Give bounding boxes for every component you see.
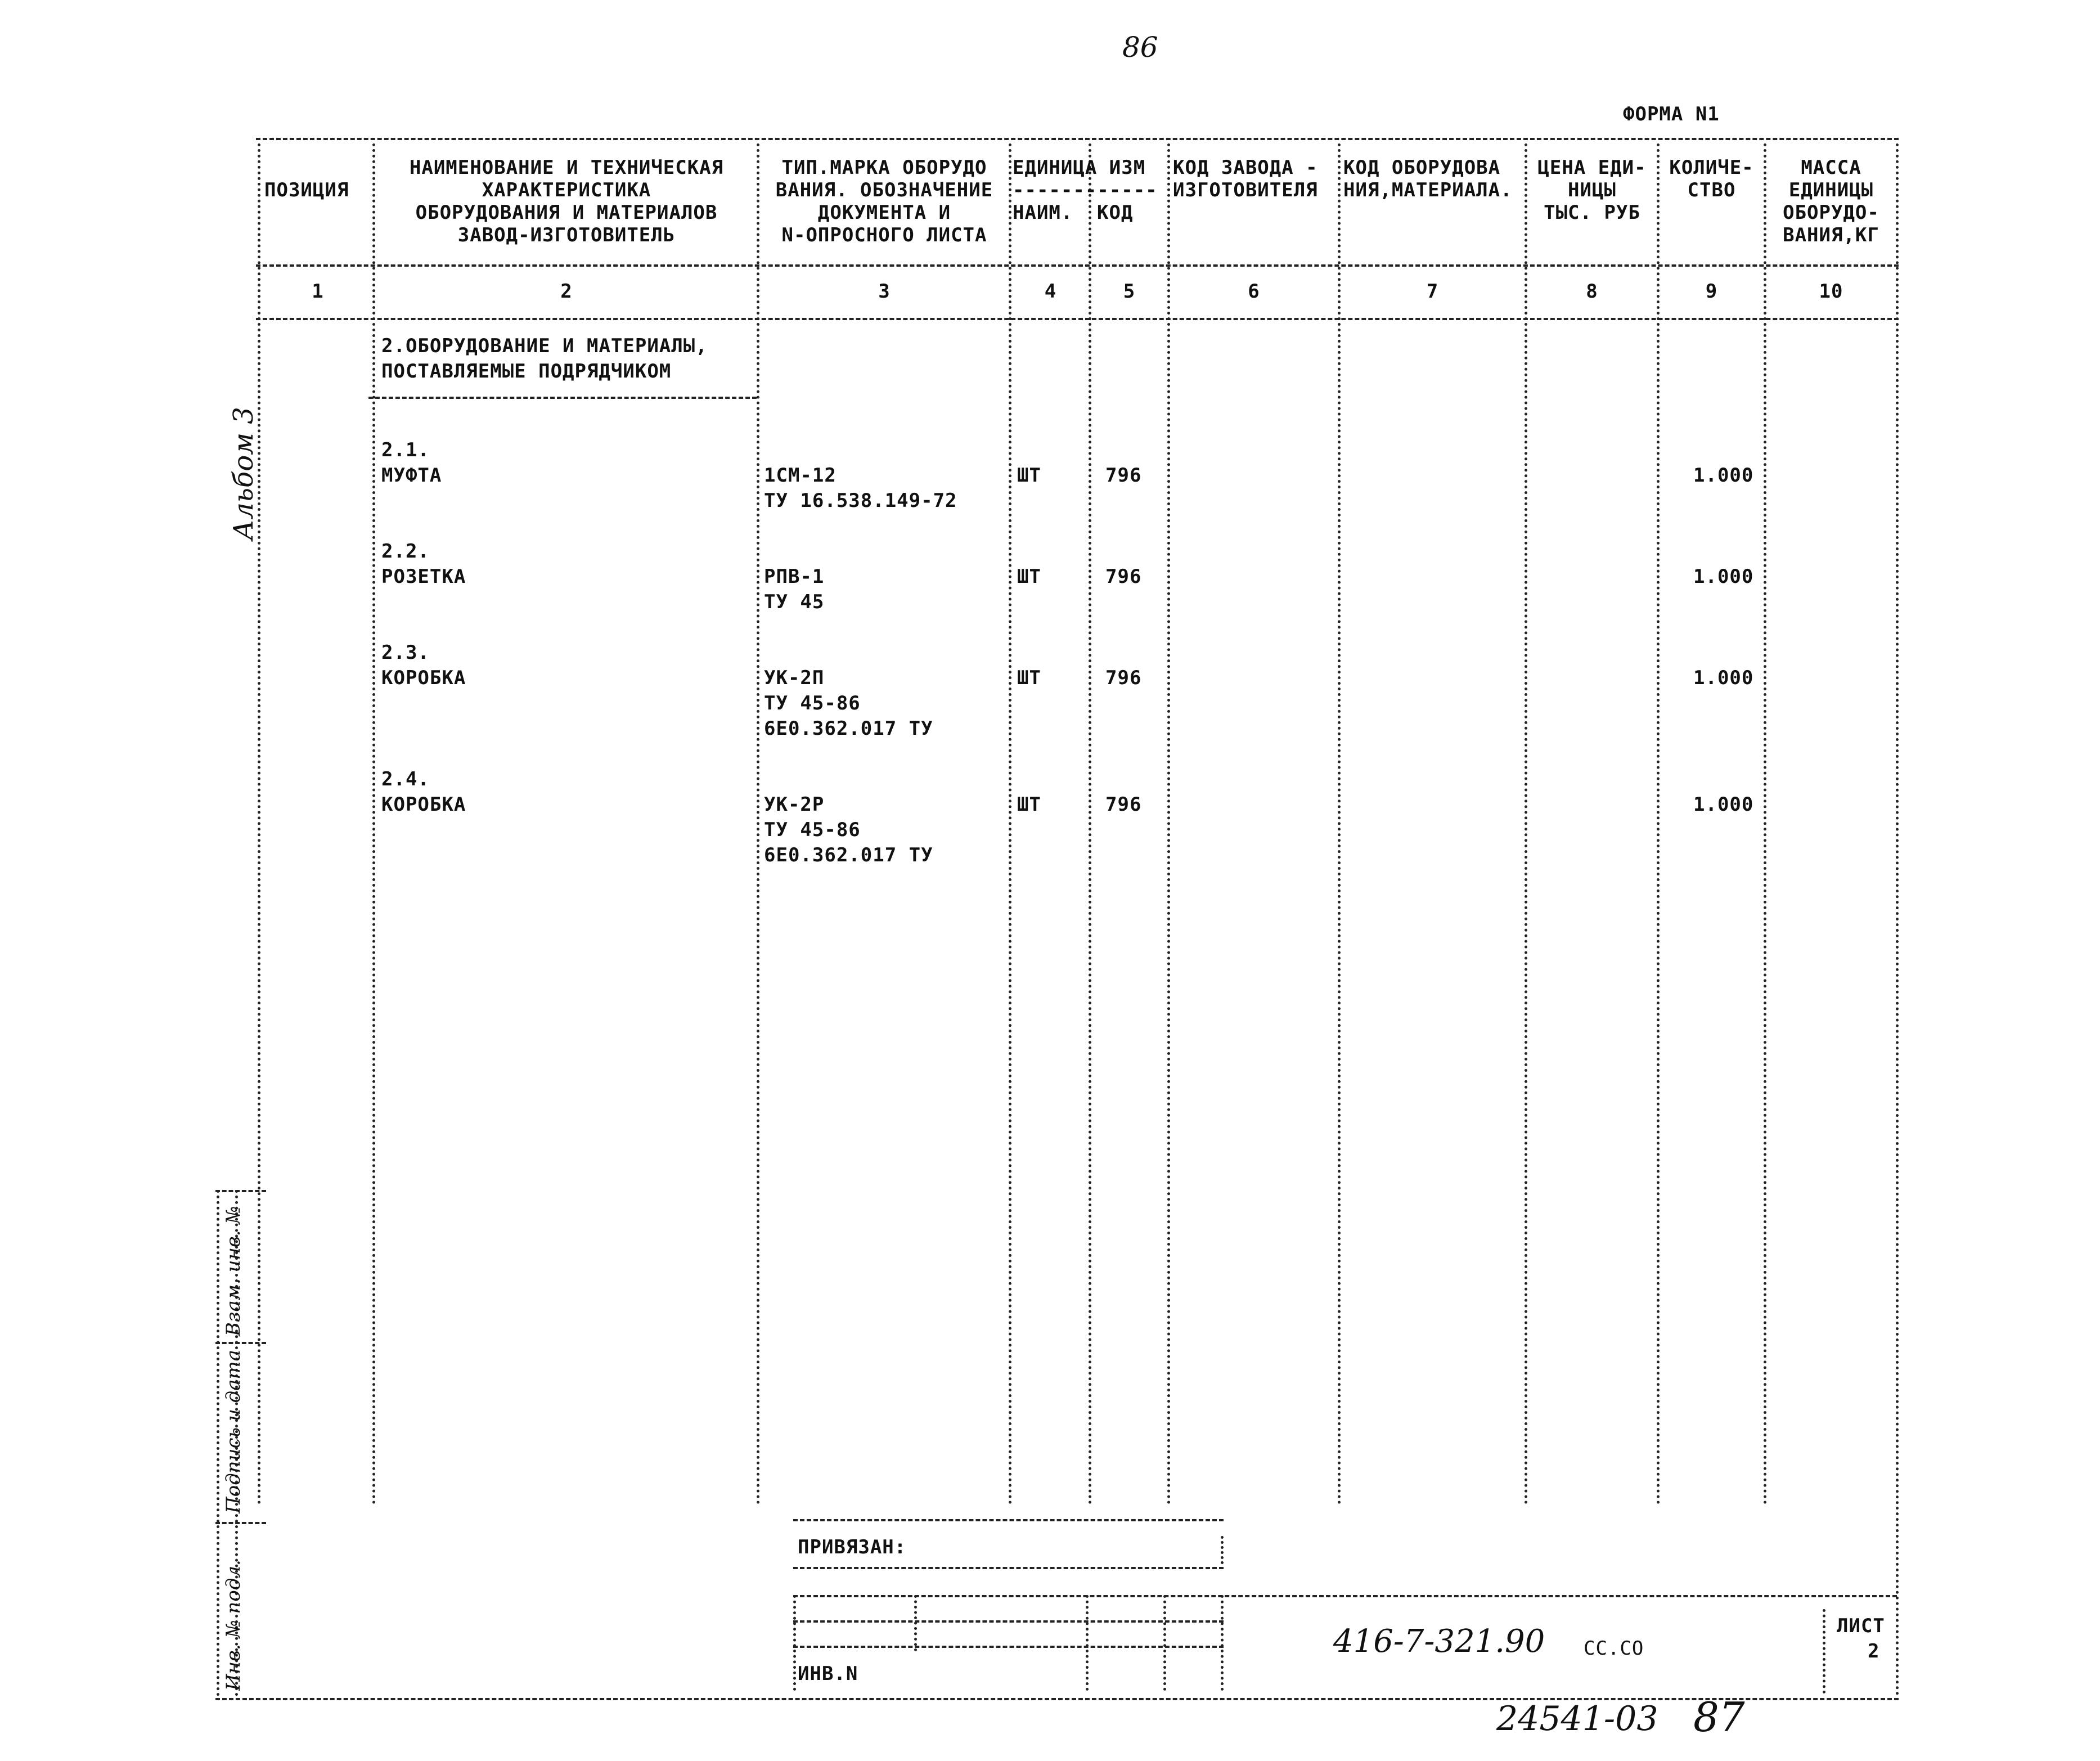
header-col2-line1: НАИМЕНОВАНИЕ И ТЕХНИЧЕСКАЯ <box>409 156 724 179</box>
header-col10-line3: ОБОРУДО- <box>1783 201 1879 224</box>
item-code: 796 <box>1105 793 1142 816</box>
item-type-line1: УК-2Р <box>764 793 825 816</box>
header-col4-line1: ЕДИНИЦА ИЗМ <box>1013 156 1146 179</box>
col-sep-9 <box>1764 143 1766 1505</box>
stamp-rule-2 <box>793 1567 1224 1569</box>
stamp-inv: ИНВ.N <box>798 1663 858 1685</box>
header-col3-line3: ДОКУМЕНТА И <box>817 201 951 224</box>
item-code: 796 <box>1105 464 1142 487</box>
stamp-rule-3 <box>793 1595 1897 1597</box>
stamp-rule-1 <box>793 1519 1224 1521</box>
rule-header-bottom <box>256 264 1899 267</box>
item-position: 2.2. <box>381 540 430 563</box>
item-type-line1: УК-2П <box>764 667 825 689</box>
col-number-10: 10 <box>1819 280 1843 303</box>
stamp-sep-g <box>1823 1609 1825 1693</box>
item-code: 796 <box>1105 667 1142 689</box>
stamp-sep-a <box>1221 1536 1224 1564</box>
item-position: 2.3. <box>381 641 430 664</box>
col-number-3: 3 <box>878 280 891 303</box>
header-col1-line2: ПОЗИЦИЯ <box>264 179 349 201</box>
col-number-1: 1 <box>312 280 324 303</box>
album-label: Альбом 3 <box>228 407 259 540</box>
rule-colnum-bottom <box>256 318 1899 320</box>
stamp-rule-5 <box>793 1646 1224 1648</box>
col-number-5: 5 <box>1123 280 1136 303</box>
rule-top <box>256 138 1899 140</box>
header-col8-line3: ТЫС. РУБ <box>1544 201 1640 224</box>
col-number-8: 8 <box>1586 280 1598 303</box>
header-col9-line2: СТВО <box>1687 179 1736 201</box>
header-col10-line1: МАССА <box>1801 156 1861 179</box>
col-sep-0 <box>258 143 260 1505</box>
header-col7-line1: КОД ОБОРУДОВА <box>1343 156 1501 179</box>
item-code: 796 <box>1105 565 1142 588</box>
doc-code: 416-7-321.90 <box>1333 1623 1545 1660</box>
header-col2-line3: ОБОРУДОВАНИЯ И МАТЕРИАЛОВ <box>415 201 718 224</box>
margin-vsep-1 <box>217 1190 219 1696</box>
header-col3-line1: ТИП.МАРКА ОБОРУДО <box>781 156 987 179</box>
item-unit: ШТ <box>1017 793 1041 816</box>
doc-suffix: СС.СО <box>1584 1637 1644 1660</box>
item-type-line3: 6Е0.362.017 ТУ <box>764 844 933 866</box>
item-qty: 1.000 <box>1693 667 1754 689</box>
item-position: 2.4. <box>381 768 430 790</box>
item-type-line1: РПВ-1 <box>764 565 825 588</box>
bottom-number-2: 87 <box>1693 1693 1745 1741</box>
header-col3-line4: N-ОПРОСНОГО ЛИСТА <box>781 224 987 246</box>
col-sep-8 <box>1657 143 1660 1505</box>
bottom-number: 24541-03 <box>1496 1699 1658 1738</box>
col-sep-1 <box>372 143 375 1505</box>
stamp-sep-d <box>1086 1595 1089 1691</box>
item-name: КОРОБКА <box>381 793 466 816</box>
col-sep-7 <box>1525 143 1527 1505</box>
item-name: РОЗЕТКА <box>381 565 466 588</box>
stamp-sep-e <box>1163 1595 1166 1691</box>
col-sep-4 <box>1089 143 1091 1505</box>
item-unit: ШТ <box>1017 667 1041 689</box>
header-col6-line2: ИЗГОТОВИТЕЛЯ <box>1173 179 1318 201</box>
stamp-sep-b <box>793 1595 796 1691</box>
margin-rule-2 <box>215 1342 266 1344</box>
margin-podpis-label: Подпись и дата <box>222 1350 245 1513</box>
header-col2-line4: ЗАВОД-ИЗГОТОВИТЕЛЬ <box>457 224 676 246</box>
header-col4-line3: НАИМ. <box>1013 201 1073 224</box>
header-col8-line2: НИЦЫ <box>1568 179 1616 201</box>
header-col9-line1: КОЛИЧЕ- <box>1669 156 1754 179</box>
stamp-sep-c <box>914 1595 917 1651</box>
item-unit: ШТ <box>1017 565 1041 588</box>
col-number-7: 7 <box>1426 280 1439 303</box>
col-sep-6 <box>1338 143 1341 1505</box>
header-col6-line1: КОД ЗАВОДА - <box>1173 156 1318 179</box>
header-col4-line2: ------------ <box>1013 179 1158 201</box>
item-type-line2: ТУ 45-86 <box>764 692 861 715</box>
item-type-line1: 1СМ-12 <box>764 464 837 487</box>
item-qty: 1.000 <box>1693 565 1754 588</box>
margin-rule-1 <box>215 1190 266 1192</box>
col-number-2: 2 <box>560 280 573 303</box>
margin-rule-3 <box>215 1522 266 1524</box>
item-type-line3: 6Е0.362.017 ТУ <box>764 717 933 740</box>
header-col7-line2: НИЯ,МАТЕРИАЛА. <box>1343 179 1513 201</box>
margin-vzam-label: Взам. инв. № <box>222 1206 245 1336</box>
stamp-privyazan: ПРИВЯЗАН: <box>798 1536 907 1558</box>
stamp-rule-4 <box>793 1620 1224 1623</box>
item-type-line2: ТУ 45-86 <box>764 819 861 841</box>
form-label: ФОРМА N1 <box>1623 103 1720 125</box>
col-number-9: 9 <box>1705 280 1718 303</box>
page-number: 86 <box>1122 31 1158 64</box>
margin-inv-podl-label: Инв. № подл. <box>222 1560 245 1691</box>
header-col5-line3: КОД <box>1097 201 1134 224</box>
item-type-line2: ТУ 45 <box>764 591 825 613</box>
header-col8-line1: ЦЕНА ЕДИ- <box>1537 156 1647 179</box>
col-number-4: 4 <box>1044 280 1057 303</box>
header-col10-line4: ВАНИЯ,КГ <box>1783 224 1879 246</box>
col-sep-2 <box>757 143 759 1505</box>
sheet-number: 2 <box>1868 1640 1880 1663</box>
col-sep-3 <box>1009 143 1011 1505</box>
item-position: 2.1. <box>381 439 430 461</box>
header-col10-line2: ЕДИНИЦЫ <box>1788 179 1874 201</box>
header-col2-line2: ХАРАКТЕРИСТИКА <box>482 179 651 201</box>
item-name: КОРОБКА <box>381 667 466 689</box>
section-title-line2: ПОСТАВЛЯЕМЫЕ ПОДРЯДЧИКОМ <box>381 360 672 383</box>
item-name: МУФТА <box>381 464 442 487</box>
header-col3-line2: ВАНИЯ. ОБОЗНАЧЕНИЕ <box>775 179 993 201</box>
rule-section <box>368 397 757 399</box>
item-type-line2: ТУ 16.538.149-72 <box>764 489 957 512</box>
item-qty: 1.000 <box>1693 464 1754 487</box>
stamp-sep-f <box>1221 1595 1224 1691</box>
col-sep-10 <box>1896 143 1899 1696</box>
item-unit: ШТ <box>1017 464 1041 487</box>
item-qty: 1.000 <box>1693 793 1754 816</box>
col-number-6: 6 <box>1248 280 1260 303</box>
col-sep-5 <box>1167 143 1170 1505</box>
section-title-line1: 2.ОБОРУДОВАНИЕ И МАТЕРИАЛЫ, <box>381 335 708 357</box>
sheet-label: ЛИСТ <box>1837 1615 1885 1637</box>
